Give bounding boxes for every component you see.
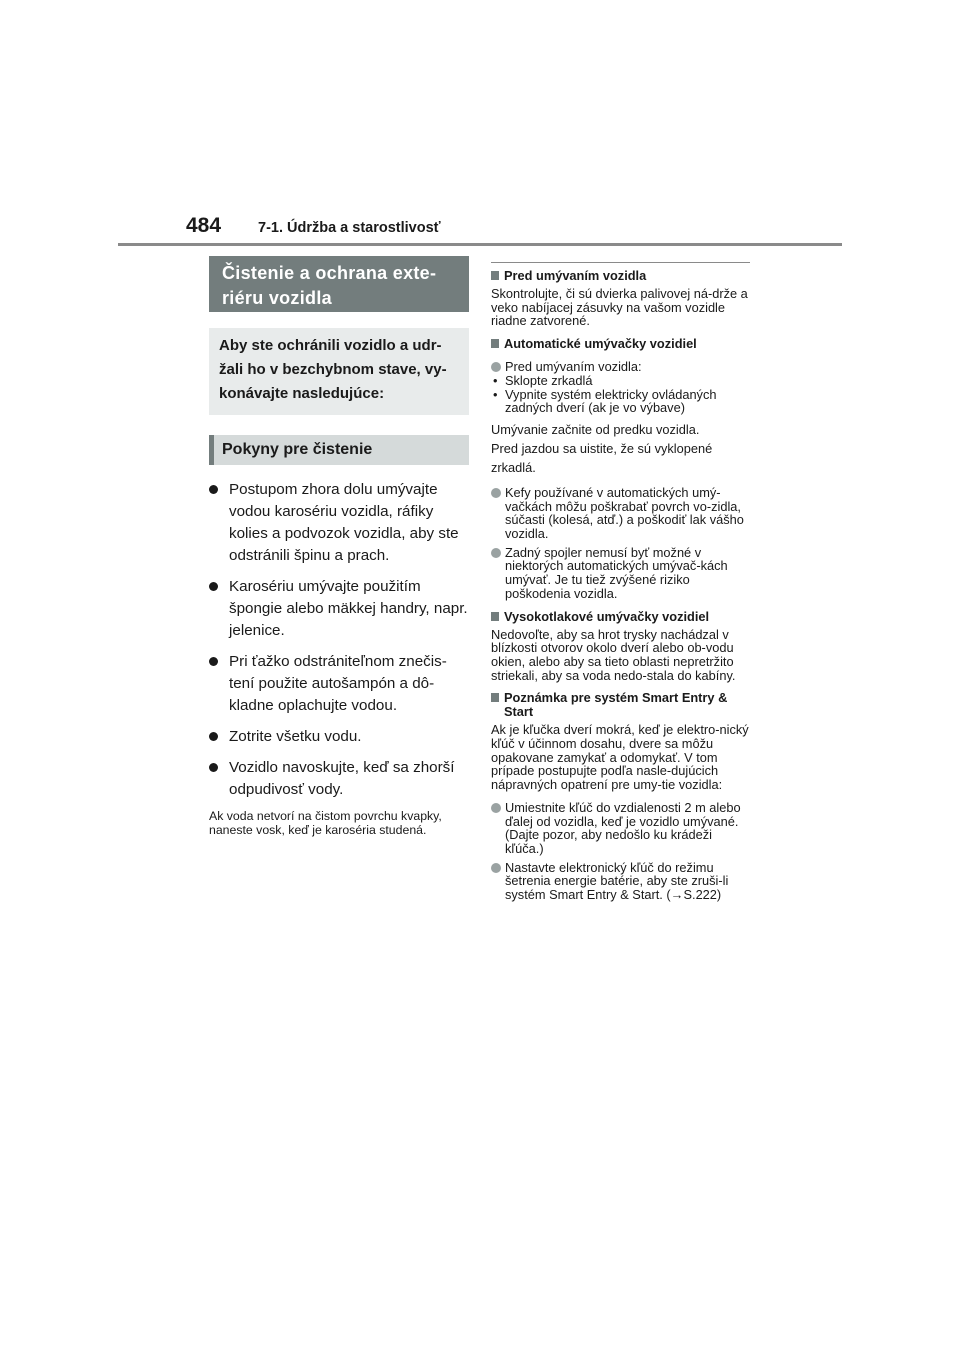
bullet-icon <box>209 657 218 666</box>
header-rule <box>118 243 842 246</box>
section-banner: Čistenie a ochrana exte-riéru vozidla <box>209 256 469 312</box>
right-column <box>491 262 750 902</box>
square-bullet-icon <box>491 271 499 280</box>
paragraph: Umývanie začnite od predku vozidla. <box>491 421 700 437</box>
circle-item: Umiestnite kľúč do vzdialenosti 2 m alebo ďalej od vozidla, keď je vozidlo umývané. (Dajte pozor, aby nedošlo ku krádeži kľúča.) <box>491 801 750 856</box>
subheading: Pokyny pre čistenie <box>209 435 469 465</box>
heading-high-pressure: Vysokotlakové umývačky vozidiel <box>491 610 750 624</box>
heading-automatic-washers: Automatické umývačky vozidiel <box>491 337 750 351</box>
square-bullet-icon <box>491 612 499 621</box>
instruction-list <box>209 479 469 801</box>
list-item: Postupom zhora dolu umývajte vodou karosériu vozidla, ráfiky kolies a podvozok vozidla, aby ste odstránili špinu a prach. <box>209 479 469 567</box>
dot-item: • Sklopte zrkadlá <box>493 372 593 388</box>
circle-bullet-icon <box>491 548 501 558</box>
intro-box: Aby ste ochránili vozidlo a udr-žali ho v bezchybnom stave, vy-konávajte nasledujúce: <box>209 328 469 415</box>
heading-before-washing: Pred umývaním vozidla <box>491 269 750 283</box>
circle-bullet-icon <box>491 803 501 813</box>
circle-item: Zadný spojler nemusí byť možné v niektorých automatických umývač-kách umývať. Je tu tiež zvýšené riziko poškodenia vozidla. <box>491 546 750 601</box>
bullet-icon <box>209 485 218 494</box>
bullet-icon <box>209 582 218 591</box>
paragraph: Nedovoľte, aby sa hrot trysky nachádzal v blízkosti otvorov okolo dverí alebo ob-vodu okien, alebo aby sa tieto oblasti nepretržito striekali, aby sa voda nedo-stala do kabíny. <box>491 626 736 683</box>
column-rule <box>491 262 750 263</box>
list-item: Zotrite všetku vodu. <box>209 726 469 748</box>
square-bullet-icon <box>491 339 499 348</box>
paragraph: Skontrolujte, či sú dvierka palivovej ná-drže a veko nabíjacej zásuvky na vašom vozidle riadne zatvorené. <box>491 286 748 329</box>
bullet-icon <box>209 732 218 741</box>
wax-note: Ak voda netvorí na čistom povrchu kvapky, naneste vosk, keď je karoséria studená. <box>209 809 442 837</box>
circle-item: Pred umývaním vozidla: <box>491 360 750 374</box>
square-bullet-icon <box>491 693 499 702</box>
circle-bullet-icon <box>491 863 501 873</box>
circle-item: Nastavte elektronický kľúč do režimu šetrenia energie batérie, aby ste zruši-li systém Smart Entry & Start. (→S.222) <box>491 861 750 902</box>
small-bullet-icon: • <box>493 372 498 388</box>
list-item: Vozidlo navoskujte, keď sa zhorší odpudivosť vody. <box>209 757 469 801</box>
small-bullet-icon: • <box>493 386 498 402</box>
circle-bullet-icon <box>491 488 501 498</box>
paragraph: Pred jazdou sa uistite, že sú vyklopené zrkadlá. <box>491 440 713 475</box>
circle-item: Kefy používané v automatických umý-vačkách môžu poškrabať povrch vo-zidla, súčasti (kolesá, atď.) a poškodiť lak vášho vozidla. <box>491 486 750 541</box>
page-number: 484 <box>186 214 222 237</box>
list-item: Pri ťažko odstrániteľnom znečis-tení použite autošampón a dô-kladne oplachujte vodou. <box>209 651 469 717</box>
dot-item: • Vypnite systém elektricky ovládaných zadných dverí (ak je vo výbave) <box>493 386 717 416</box>
bullet-icon <box>209 763 218 772</box>
list-item: Karosériu umývajte použitím špongie alebo mäkkej handry, napr. jelenice. <box>209 576 469 642</box>
circle-bullet-icon <box>491 362 501 372</box>
chapter-title: 7-1. Údržba a starostlivosť <box>258 220 441 236</box>
left-column <box>209 256 469 849</box>
heading-smart-entry: Poznámka pre systém Smart Entry & Start <box>491 691 750 719</box>
paragraph: Ak je kľučka dverí mokrá, keď je elektro-nický kľúč v účinnom dosahu, dvere sa môžu opakovane zamykať a odomykať. V tom prípade postupujte podľa nasle-dujúcich nápravných opatrení pre umy-tie vozidla: <box>491 722 749 793</box>
